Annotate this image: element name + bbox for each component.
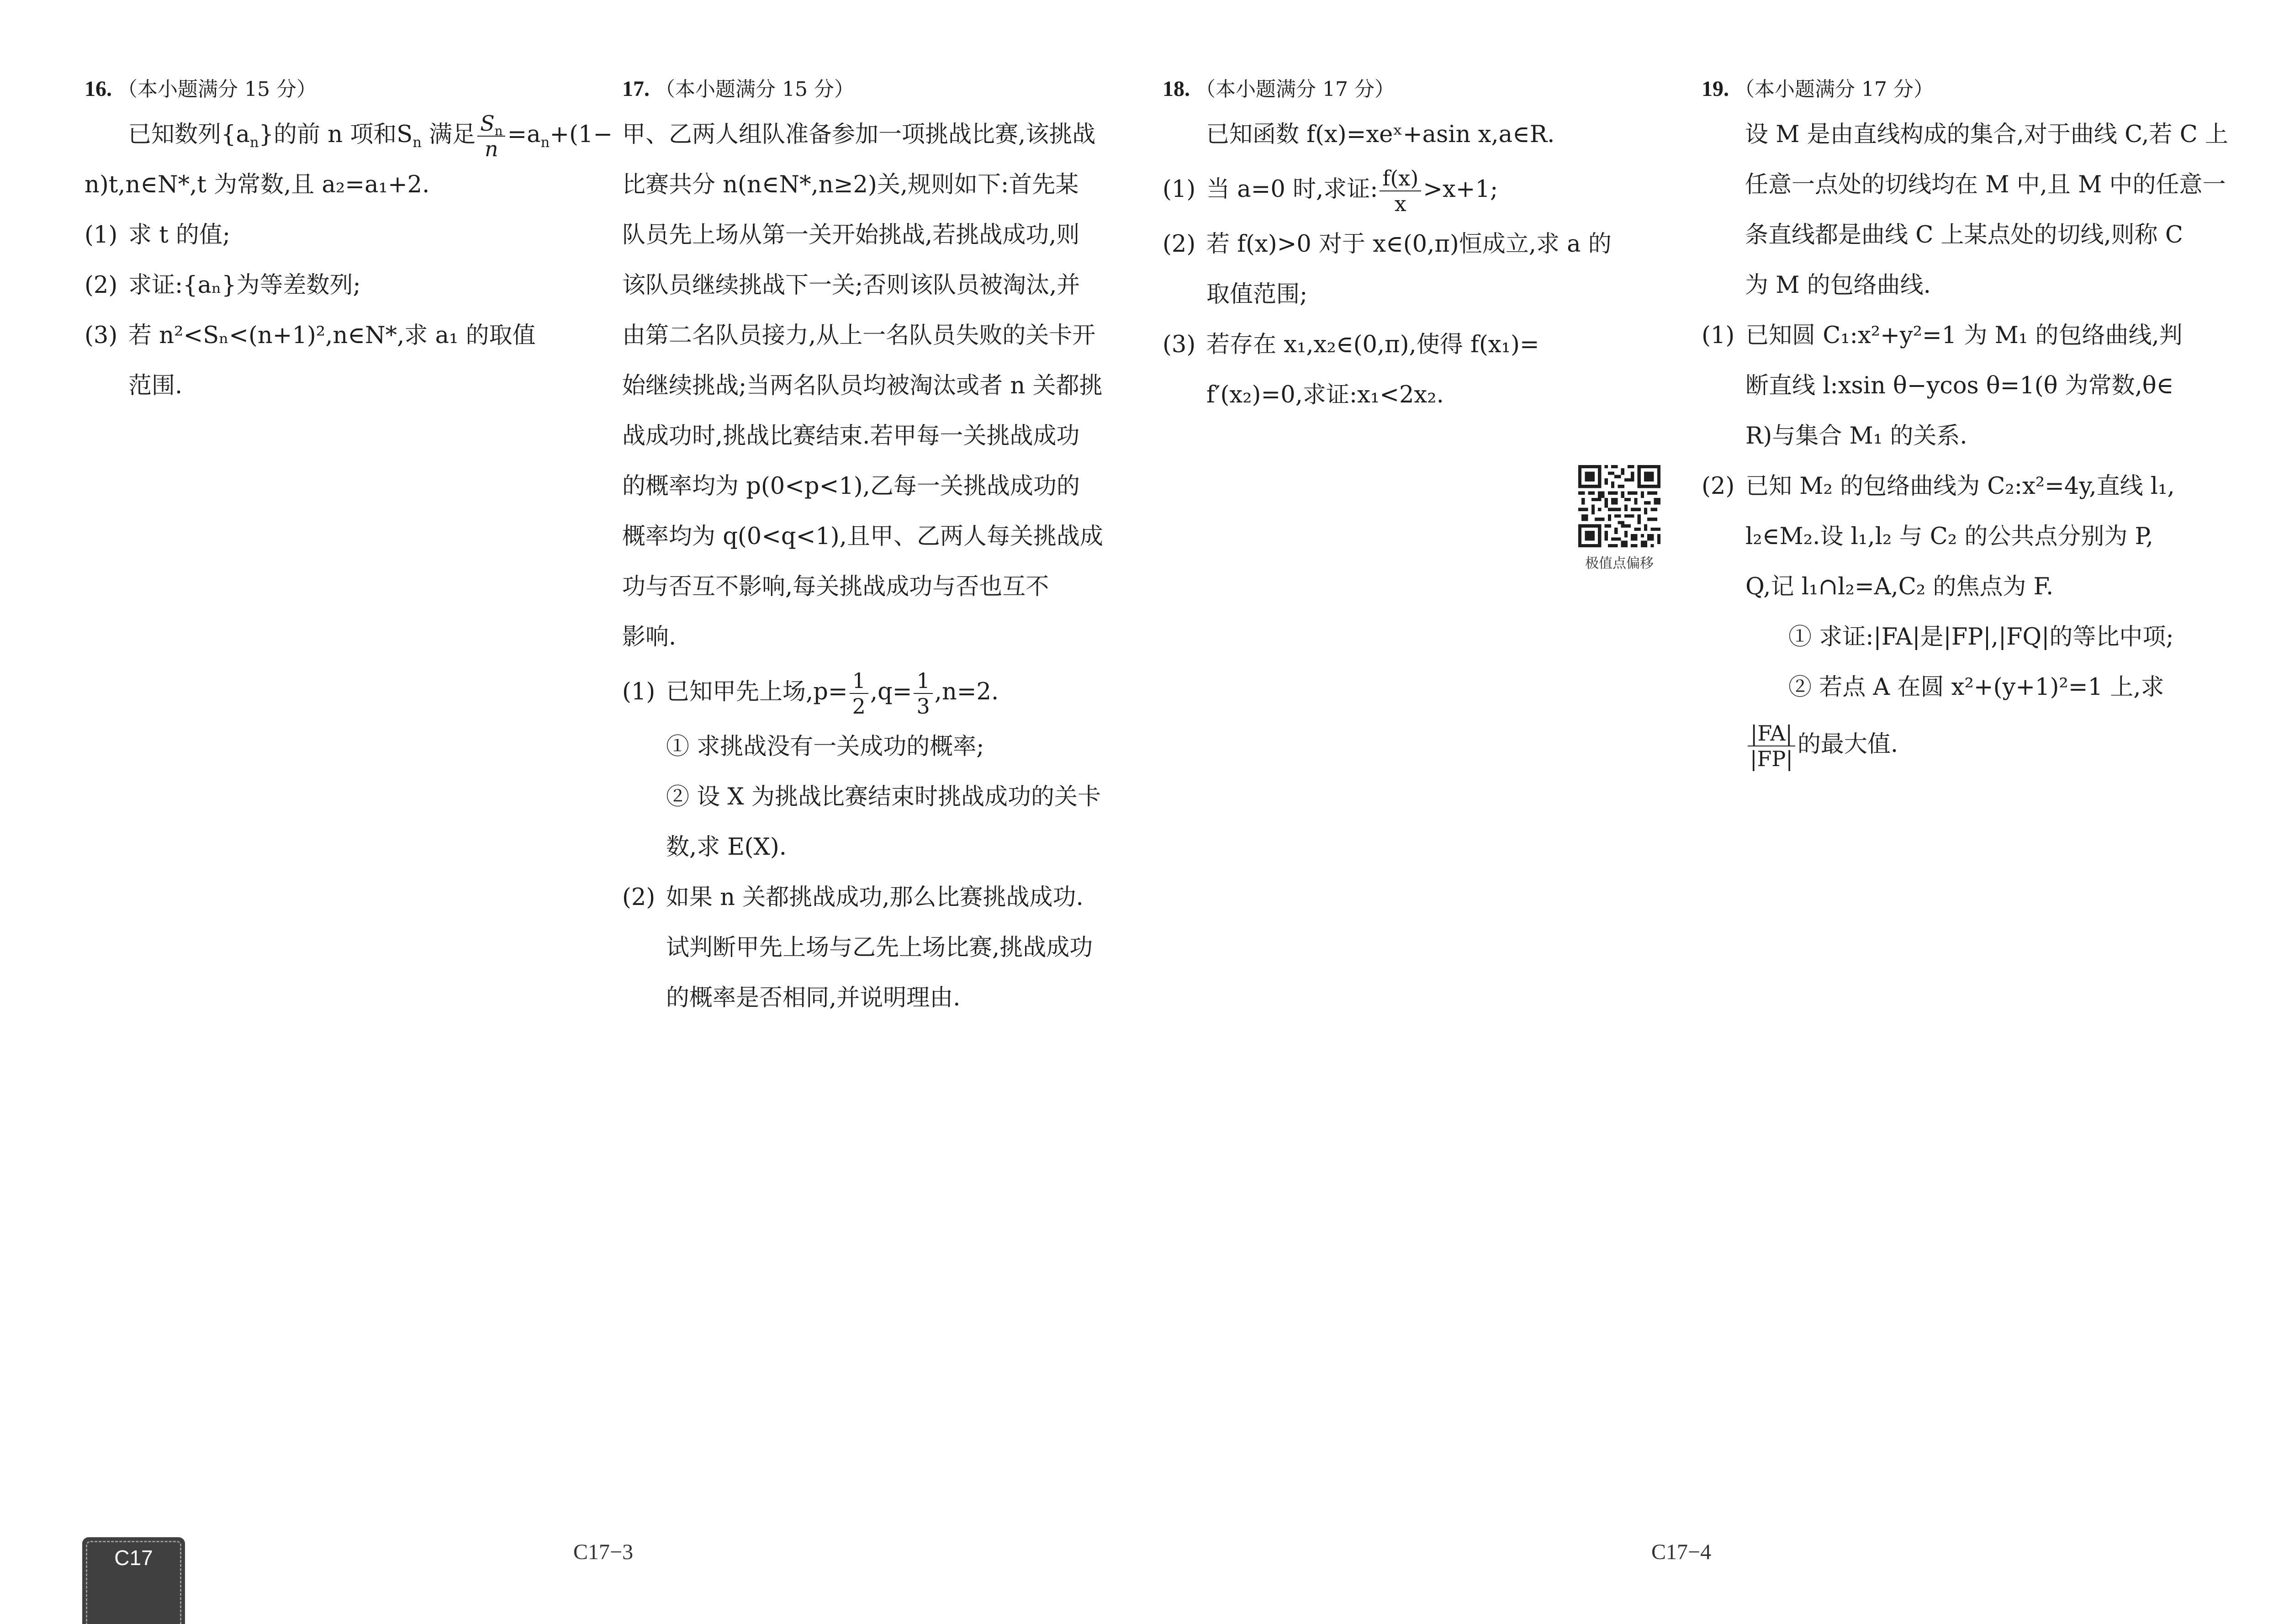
question-19-part-2-ii: ② 若点 A 在圆 x²+(y+1)²=1 上,求: [1788, 674, 2164, 701]
question-17-stem-line: 始继续挑战;当两名队员均被淘汰或者 n 关都挑: [622, 372, 1103, 399]
question-17-part-1-ii: ② 设 X 为挑战比赛结束时挑战成功的关卡: [666, 783, 1101, 810]
question-17-part-2-cont: 的概率是否相同,并说明理由.: [666, 984, 961, 1011]
question-19: [1702, 69, 2228, 777]
fraction-one-third: $\frac{1}{3}$: [914, 670, 932, 717]
question-19-part-2-ii-cont: $\frac{|FA|}{|FP|}$ 的最大值.: [1702, 713, 2213, 777]
question-16-part-3: (3) 若 n²<Sₙ<(n+1)²,n∈N*,求 a₁ 的取值: [85, 322, 536, 349]
question-17-stem-line: 的概率均为 p(0<p<1),乙每一关挑战成功的: [622, 473, 1080, 500]
question-17: [622, 69, 1134, 1023]
question-16-header: [85, 69, 596, 110]
fraction-fx-over-x: $\frac{f(x)}{x}$: [1380, 168, 1421, 214]
score-note: （本小题满分 15 分）: [655, 78, 854, 101]
question-19-header: [1702, 69, 2213, 110]
question-18-part-1: (1) 当 a=0 时,求证: $\frac{f(x)}{x}$ >x+1;: [1163, 166, 1498, 216]
question-18-stem: 已知函数 f(x)=xeˣ+asin x,a∈R.: [1206, 121, 1555, 148]
fraction-fa-over-fp: $\frac{|FA|}{|FP|}$: [1747, 723, 1796, 769]
question-number: 17.: [622, 77, 650, 101]
question-17-part-1-i: ① 求挑战没有一关成功的概率;: [666, 733, 984, 760]
question-18-part-2-cont: 取值范围;: [1206, 281, 1308, 308]
question-19-part-2-cont: Q,记 l₁∩l₂=A,C₂ 的焦点为 F.: [1745, 573, 2054, 600]
qr-code-icon[interactable]: [1578, 465, 1660, 547]
fraction-sn-over-n: $\frac{S_n}{n}$: [477, 113, 505, 159]
qr-code-caption: 极值点偏移: [1585, 555, 1654, 571]
question-17-part-1: (1) 已知甲先上场,p= $\frac{1}{2}$ ,q= $\frac{1}{3}$ ,n=2.: [622, 668, 999, 719]
score-note: （本小题满分 15 分）: [117, 78, 317, 101]
question-17-header: [622, 69, 1134, 110]
question-16-part-2: (2) 求证:{aₙ}为等差数列;: [85, 272, 361, 299]
question-19-stem-line: 条直线都是曲线 C 上某点处的切线,则称 C: [1745, 222, 2183, 249]
question-16-part-1: (1) 求 t 的值;: [85, 222, 231, 249]
question-number: 19.: [1702, 77, 1729, 101]
question-number: 18.: [1163, 77, 1190, 101]
question-19-stem-line: 任意一点处的切线均在 M 中,且 M 中的任意一: [1745, 171, 2226, 198]
question-18-header: [1163, 69, 1674, 110]
question-19-part-2: (2) 已知 M₂ 的包络曲线为 C₂:x²=4y,直线 l₁,: [1702, 473, 2175, 500]
question-number: 16.: [85, 77, 112, 101]
question-17-stem-line: 由第二名队员接力,从上一名队员失败的关卡开: [622, 322, 1096, 349]
question-18-part-3: (3) 若存在 x₁,x₂∈(0,π),使得 f(x₁)=: [1163, 331, 1539, 358]
question-19-part-1-cont: R)与集合 M₁ 的关系.: [1745, 423, 1967, 450]
question-17-part-2-cont: 试判断甲先上场与乙先上场比赛,挑战成功: [666, 934, 1093, 961]
question-17-stem-line: 战成功时,挑战比赛结束.若甲每一关挑战成功: [622, 423, 1080, 450]
section-tab-label: C17: [114, 1546, 153, 1570]
question-19-part-1-cont: 断直线 l:xsin θ−ycos θ=1(θ 为常数,θ∈: [1745, 372, 2174, 399]
question-17-part-1-ii-cont: 数,求 E(X).: [666, 834, 787, 861]
question-19-stem-line: 设 M 是由直线构成的集合,对于曲线 C,若 C 上: [1745, 121, 2228, 148]
question-19-part-2-i: ① 求证:|FA|是|FP|,|FQ|的等比中项;: [1788, 624, 2174, 651]
question-18: [1163, 69, 1674, 420]
question-16-part-3-cont: 范围.: [128, 372, 183, 399]
question-19-part-2-cont: l₂∈M₂.设 l₁,l₂ 与 C₂ 的公共点分别为 P,: [1745, 523, 2153, 550]
score-note: （本小题满分 17 分）: [1195, 78, 1395, 101]
question-17-stem-line: 影响.: [622, 624, 677, 651]
question-17-part-2: (2) 如果 n 关都挑战成功,那么比赛挑战成功.: [622, 884, 1084, 911]
question-17-stem-line: 队员先上场从第一关开始挑战,若挑战成功,则: [622, 222, 1080, 249]
question-17-stem-line: 比赛共分 n(n∈N*,n≥2)关,规则如下:首先某: [622, 171, 1079, 198]
question-16: [85, 69, 613, 411]
question-17-stem-line: 概率均为 q(0<q<1),且甲、乙两人每关挑战成: [622, 523, 1103, 550]
question-19-part-1: (1) 已知圆 C₁:x²+y²=1 为 M₁ 的包络曲线,判: [1702, 322, 2183, 349]
page-number-left: C17−3: [573, 1540, 634, 1564]
fraction-one-half: $\frac{1}{2}$: [850, 670, 868, 717]
question-19-stem-line: 为 M 的包络曲线.: [1745, 272, 1931, 299]
question-17-stem-line: 功与否互不影响,每关挑战成功与否也互不: [622, 573, 1049, 600]
question-16-stem: 已知数列$\{a_n\}$的前 n 项和$S_n$ 满足 $\frac{S_n}{n}$ $=a_n+(1-$: [128, 111, 613, 161]
question-17-stem-line: 甲、乙两人组队准备参加一项挑战比赛,该挑战: [622, 121, 1096, 148]
question-16-stem-line2: n)t,n∈N*,t 为常数,且 a₂=a₁+2.: [85, 171, 430, 198]
section-tab: [82, 1537, 185, 1624]
page-number-right: C17−4: [1651, 1540, 1712, 1564]
question-18-part-2: (2) 若 f(x)>0 对于 x∈(0,π)恒成立,求 a 的: [1163, 231, 1612, 258]
score-note: （本小题满分 17 分）: [1734, 78, 1934, 101]
question-17-stem-line: 该队员继续挑战下一关;否则该队员被淘汰,并: [622, 272, 1080, 299]
question-18-part-3-cont: f′(x₂)=0,求证:x₁<2x₂.: [1206, 381, 1444, 408]
